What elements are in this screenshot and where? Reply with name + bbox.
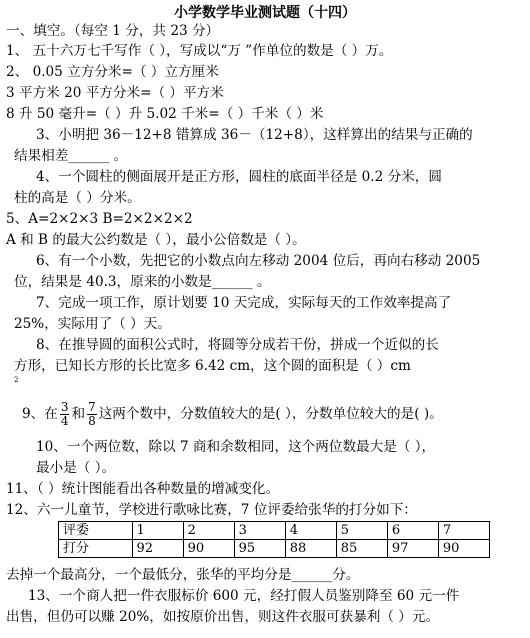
table-cell: 90 bbox=[183, 540, 234, 558]
question-4: 4、一个圆柱的侧面展开是正方形，圆柱的底面半径是 0.2 分米，圆 bbox=[36, 169, 442, 185]
question-12: 12、六一儿童节，学校进行歌咏比赛，7 位评委给张华的打分如下： bbox=[6, 502, 417, 518]
question-7: 7、完成一项工作，原计划要 10 天完成，实际每天的工作效率提高了 bbox=[36, 295, 452, 311]
table-cell: 88 bbox=[285, 540, 336, 558]
fraction-three-quarters bbox=[60, 401, 70, 428]
question-4-cont: 柱的高是（ ）分米。 bbox=[14, 190, 141, 206]
fraction-numerator: 7 bbox=[88, 400, 96, 414]
question-2c: 8 升 50 毫升=（ ）升 5.02 千米=（ ）千米（ ）米 bbox=[6, 106, 324, 122]
question-10-cont: 最小是（ ）。 bbox=[36, 460, 116, 476]
question-1: 1、 五十六万七千写作（ ），写成以“万 ”作单位的数是（ ）万。 bbox=[6, 43, 393, 59]
fraction-denominator: 4 bbox=[60, 414, 69, 428]
question-11: 11、（ ）统计图能看出各种数量的增减变化。 bbox=[6, 481, 280, 497]
table-cell: 打分 bbox=[59, 540, 133, 558]
table-cell: 85 bbox=[336, 540, 387, 558]
fraction-joiner: 和 bbox=[71, 406, 86, 422]
question-2b: 3 平方米 20 平方分米=（ ）平方米 bbox=[6, 85, 224, 101]
question-3: 3、小明把 36－12+8 错算成 36－（12+8），这样算出的结果与正确的 bbox=[36, 127, 473, 143]
table-row bbox=[59, 540, 490, 558]
fraction-numerator: 3 bbox=[60, 400, 69, 414]
score-table bbox=[58, 521, 490, 558]
table-cell: 6 bbox=[387, 522, 438, 540]
table-cell: 4 bbox=[285, 522, 336, 540]
page-title: 小学数学毕业测试题（十四） bbox=[174, 5, 356, 21]
question-9 bbox=[22, 401, 443, 428]
fraction-denominator: 8 bbox=[88, 414, 96, 428]
question-5: 5、A=2×2×3 B=2×2×2×2 bbox=[6, 211, 193, 227]
question-13-cont: 出售，但仍可以赚 20%，如按原价出售，则这件衣服可获暴利（ ）元。 bbox=[6, 609, 440, 625]
unit-superscript: 2 bbox=[14, 376, 19, 384]
table-cell: 2 bbox=[183, 522, 234, 540]
table-cell: 5 bbox=[336, 522, 387, 540]
question-8-cont: 方形，已知长方形的长比宽多 6.42 cm，这个圆的面积是（ ）cm bbox=[14, 358, 411, 374]
question-3-cont: 结果相差______ 。 bbox=[14, 148, 128, 164]
table-cell: 3 bbox=[234, 522, 285, 540]
table-cell: 97 bbox=[387, 540, 438, 558]
question-6-cont: 位，结果是 40.3，原来的小数是______ 。 bbox=[14, 274, 271, 290]
question-13: 13、一个商人把一件衣服标价 600 元，经打假人员鉴别降至 60 元一件 bbox=[28, 588, 460, 604]
table-cell: 1 bbox=[132, 522, 183, 540]
table-cell: 92 bbox=[132, 540, 183, 558]
table-cell: 90 bbox=[438, 540, 489, 558]
question-10: 10、一个两位数，除以 7 商和余数相同，这个两位数最大是（ ）， bbox=[36, 439, 436, 455]
section-heading: 一、填空。（每空 1 分，共 23 分） bbox=[6, 23, 220, 39]
table-row bbox=[59, 522, 490, 540]
question-5-cont: A 和 B 的最大公约数是（ ），最小公倍数是（ ）。 bbox=[6, 232, 306, 248]
question-9-text: 这两个数中，分数值较大的是( ），分数单位较大的是( )。 bbox=[98, 406, 443, 422]
table-cell: 评委 bbox=[59, 522, 133, 540]
question-6: 6、有一个小数，先把它的小数点向左移动 2004 位后，再向右移动 2005 bbox=[36, 253, 481, 269]
table-cell: 95 bbox=[234, 540, 285, 558]
table-cell: 7 bbox=[438, 522, 489, 540]
question-8: 8、在推导圆的面积公式时，将圆等分成若干份，拼成一个近似的长 bbox=[36, 337, 439, 353]
question-7-cont: 25%，实际用了（ ）天。 bbox=[14, 316, 171, 332]
fraction-seven-eighths bbox=[87, 401, 97, 428]
question-12-cont: 去掉一个最高分，一个最低分，张华的平均分是______分。 bbox=[6, 567, 360, 583]
question-2: 2、 0.05 立方分米=（ ）立方厘米 bbox=[6, 64, 219, 80]
question-9-lead: 9、在 bbox=[22, 406, 58, 422]
